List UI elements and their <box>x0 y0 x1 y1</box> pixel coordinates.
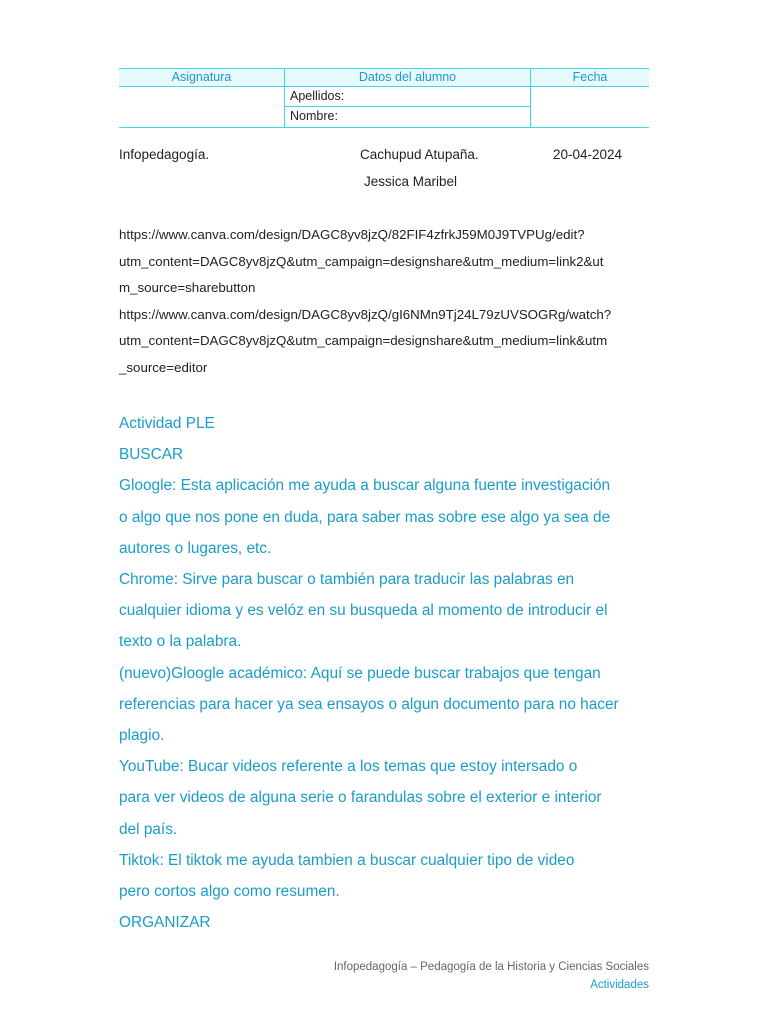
text-line: Gloogle: Esta aplicación me ayuda a buscar alguna fuente investigación <box>119 477 611 495</box>
text-line: cualquier idioma y es velóz en su busqueda al momento de introducir el <box>119 602 608 620</box>
text-line: para ver videos de alguna serie o farandulas sobre el exterior e interior <box>119 789 602 807</box>
header-table <box>119 68 649 128</box>
canva-links <box>119 222 654 382</box>
text-line: del país. <box>119 820 178 838</box>
link-line[interactable]: utm_content=DAGC8yv8jzQ&utm_campaign=designshare&utm_medium=link&utm <box>119 333 608 349</box>
text-line: referencias para hacer ya sea ensayos o algun documento para no hacer <box>119 695 619 713</box>
footer-course: Infopedagogía – Pedagogía de la Historia y Ciencias Sociales <box>333 961 649 973</box>
text-line: o algo que nos pone en duda, para saber mas sobre ese algo ya sea de <box>119 508 611 526</box>
activity-title: Actividad PLE <box>119 415 215 432</box>
student-name-value: Jessica Maribel <box>364 174 458 189</box>
name-label: Nombre: <box>290 109 338 123</box>
section-heading-buscar: BUSCAR <box>119 446 184 464</box>
col-subject-header: Asignatura <box>171 70 232 84</box>
link-line[interactable]: _source=editor <box>119 359 208 375</box>
activity-text <box>119 408 654 938</box>
student-surname-value: Cachupud Atupaña. <box>360 147 479 162</box>
subject-value: Infopedagogía. <box>119 147 210 162</box>
text-line: YouTube: Bucar videos referente a los temas que estoy intersado o <box>119 758 578 776</box>
table-line-bottom <box>119 127 649 128</box>
text-line: pero cortos algo como resumen. <box>119 883 340 901</box>
date-value: 20-04-2024 <box>553 147 623 162</box>
section-heading-organizar: ORGANIZAR <box>119 914 211 932</box>
col-date-header: Fecha <box>572 70 608 84</box>
text-line: plagio. <box>119 727 165 745</box>
surname-label: Apellidos: <box>290 89 345 103</box>
text-line: Chrome: Sirve para buscar o también para traducir las palabras en <box>119 571 575 589</box>
link-line[interactable]: utm_content=DAGC8yv8jzQ&utm_campaign=designshare&utm_medium=link2&ut <box>119 253 604 269</box>
text-line: texto o la palabra. <box>119 633 242 651</box>
link-line[interactable]: m_source=sharebutton <box>119 280 256 296</box>
link-line[interactable]: https://www.canva.com/design/DAGC8yv8jzQ/gI6NMn9Tj24L79zUVSOGRg/watch? <box>119 306 612 322</box>
link-line[interactable]: https://www.canva.com/design/DAGC8yv8jzQ/82FIF4zfrkJ59M0J9TVPUg/edit? <box>119 227 585 242</box>
text-line: (nuevo)Gloogle académico: Aquí se puede buscar trabajos que tengan <box>119 664 601 682</box>
footer-section: Actividades <box>590 979 649 991</box>
table-line-header <box>119 86 649 87</box>
text-line: Tiktok: El tiktok me ayuda tambien a buscar cualquier tipo de video <box>119 851 575 869</box>
text-line: autores o lugares, etc. <box>119 539 272 557</box>
col-student-header: Datos del alumno <box>358 70 457 84</box>
